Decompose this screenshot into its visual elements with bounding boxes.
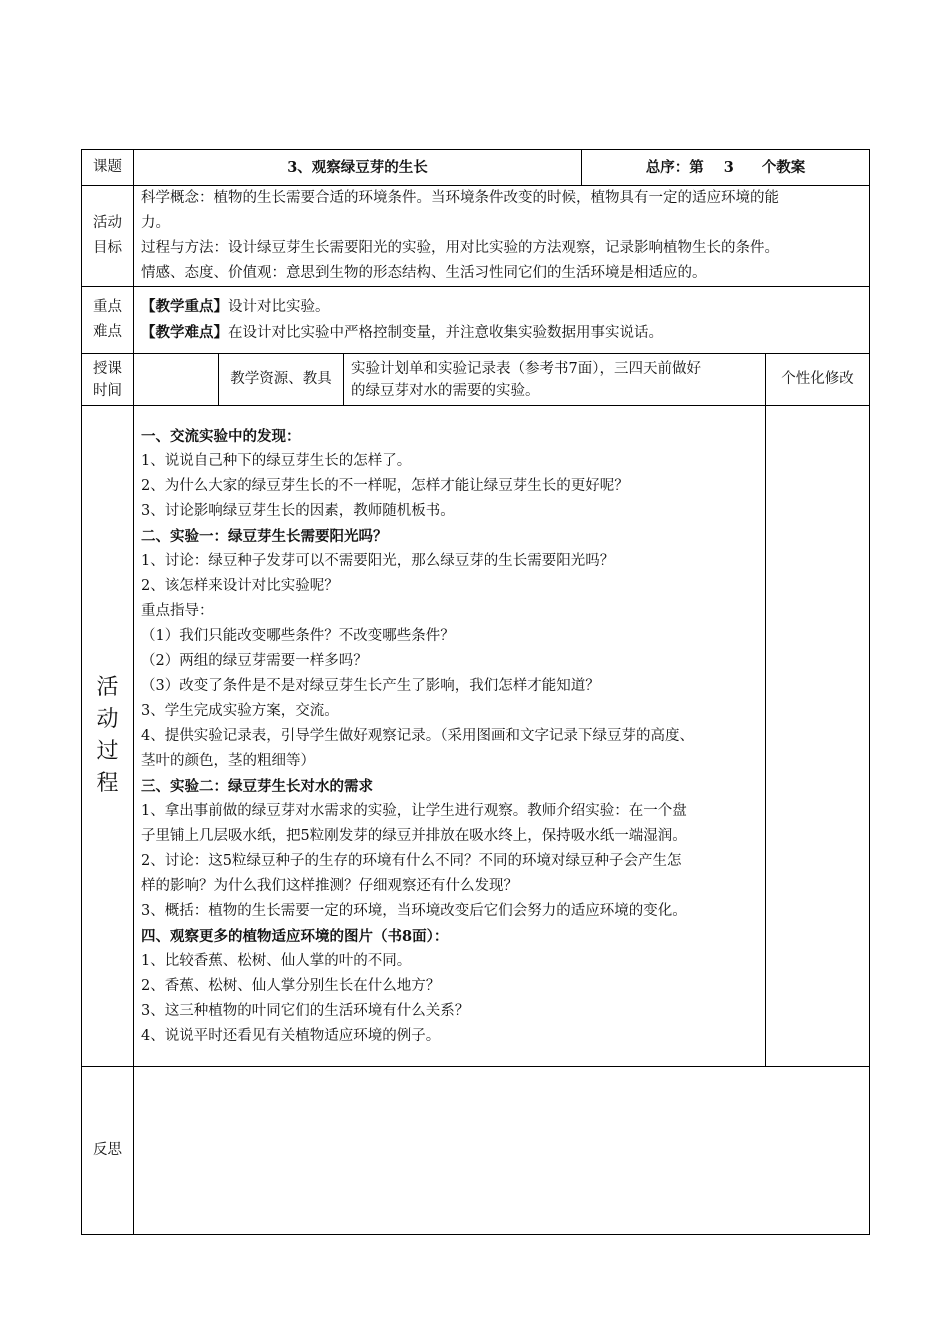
process-line: 4、提供实验记录表，引导学生做好观察记录。（采用图画和文字记录下绿豆芽的高度、 <box>141 728 694 744</box>
process-line: 3、概括：植物的生长需要一定的环境，当环境改变后它们会努力的适应环境的变化。 <box>141 903 687 919</box>
time-row <box>82 354 870 406</box>
process-line: 3、学生完成实验方案，交流。 <box>141 703 339 719</box>
process-content <box>134 406 766 1067</box>
process-line: 3、这三种植物的叶同它们的生活环境有什么关系？ <box>141 1003 470 1019</box>
process-row <box>82 406 870 1067</box>
topic-label: 课题 <box>82 150 134 186</box>
personal-edit-label: 个性化修改 <box>766 354 870 406</box>
process-line: 3、讨论影响绿豆芽生长的因素，教师随机板书。 <box>141 503 455 519</box>
key-points-label: 重点 难点 <box>82 287 134 354</box>
title-row <box>82 150 870 186</box>
process-line: 茎叶的颜色，茎的粗细等） <box>141 753 315 769</box>
sequence-suffix: 个教案 <box>761 159 806 176</box>
process-label: 活 动 过 程 <box>82 406 134 1067</box>
key-points-row <box>82 287 870 354</box>
process-section-heading: 四、观察更多的植物适应环境的图片（书8面）： <box>141 928 449 945</box>
process-line: 2、香蕉、松树、仙人掌分别生长在什么地方？ <box>141 978 441 994</box>
process-line: 重点指导： <box>141 603 214 619</box>
process-line: 子里铺上几层吸水纸，把5粒刚发芽的绿豆并排放在吸水终上，保持吸水纸一端湿润。 <box>141 828 687 844</box>
process-section-heading: 二、实验一：绿豆芽生长需要阳光吗？ <box>141 528 388 545</box>
process-line: 2、该怎样来设计对比实验呢？ <box>141 578 339 594</box>
goal-line: 情感、态度、价值观：意思到生物的形态结构、生活习性同它们的生活环境是相适应的。 <box>141 265 707 281</box>
process-line: （3）改变了条件是不是对绿豆芽生长产生了影响，我们怎样才能知道？ <box>141 678 600 694</box>
resources-label: 教学资源、教具 <box>219 354 344 406</box>
goal-content <box>134 186 870 287</box>
reflection-row <box>82 1067 870 1235</box>
reflection-content <box>134 1067 870 1235</box>
goal-line: 力。 <box>141 215 170 231</box>
resources-content: 实验计划单和实验记录表（参考书7面），三四天前做好 的绿豆芽对水的需要的实验。 <box>344 354 766 406</box>
sequence-number <box>582 150 870 186</box>
goal-row <box>82 186 870 287</box>
process-line: （1）我们只能改变哪些条件？不改变哪些条件？ <box>141 628 455 644</box>
class-time-label: 授课 时间 <box>82 354 134 406</box>
goal-line: 过程与方法：设计绿豆芽生长需要阳光的实验，用对比实验的方法观察，记录影响植物生长的条件。 <box>141 240 779 256</box>
reflection-label: 反思 <box>82 1067 134 1235</box>
process-line: 2、为什么大家的绿豆芽生长的不一样呢，怎样才能让绿豆芽生长的更好呢？ <box>141 478 629 494</box>
topic-title: 3、观察绿豆芽的生长 <box>134 150 582 186</box>
process-line: （2）两组的绿豆芽需要一样多吗？ <box>141 653 368 669</box>
goal-line: 科学概念：植物的生长需要合适的环境条件。当环境条件改变的时候，植物具有一定的适应环境的能 <box>141 190 779 206</box>
lesson-plan-table <box>81 149 870 1235</box>
process-section-heading: 一、交流实验中的发现： <box>141 428 301 445</box>
process-line: 2、讨论：这5粒绿豆种子的生存的环境有什么不同？不同的环境对绿豆种子会产生怎 <box>141 853 682 869</box>
goal-label: 活动 目标 <box>82 186 134 287</box>
teaching-difficulty: 【教学难点】在设计对比实验中严格控制变量，并注意收集实验数据用事实说话。 <box>141 324 663 341</box>
process-line: 样的影响？为什么我们这样推测？仔细观察还有什么发现？ <box>141 878 518 894</box>
process-line: 1、比较香蕉、松树、仙人掌的叶的不同。 <box>141 953 412 969</box>
process-section-heading: 三、实验二：绿豆芽生长对水的需求 <box>141 778 373 795</box>
key-points-content <box>134 287 870 354</box>
sequence-value: 3 <box>723 159 734 176</box>
sequence-prefix: 总序：第 <box>645 159 704 176</box>
process-line: 1、说说自己种下的绿豆芽生长的怎样了。 <box>141 453 412 469</box>
process-line: 1、讨论：绿豆种子发芽可以不需要阳光，那么绿豆芽的生长需要阳光吗？ <box>141 553 615 569</box>
teaching-focus: 【教学重点】设计对比实验。 <box>141 298 330 315</box>
personal-edit-notes <box>766 406 870 1067</box>
process-line: 1、拿出事前做的绿豆芽对水需求的实验，让学生进行观察。教师介绍实验：在一个盘 <box>141 803 687 819</box>
class-time-value <box>134 354 219 406</box>
process-line: 4、说说平时还看见有关植物适应环境的例子。 <box>141 1028 441 1044</box>
